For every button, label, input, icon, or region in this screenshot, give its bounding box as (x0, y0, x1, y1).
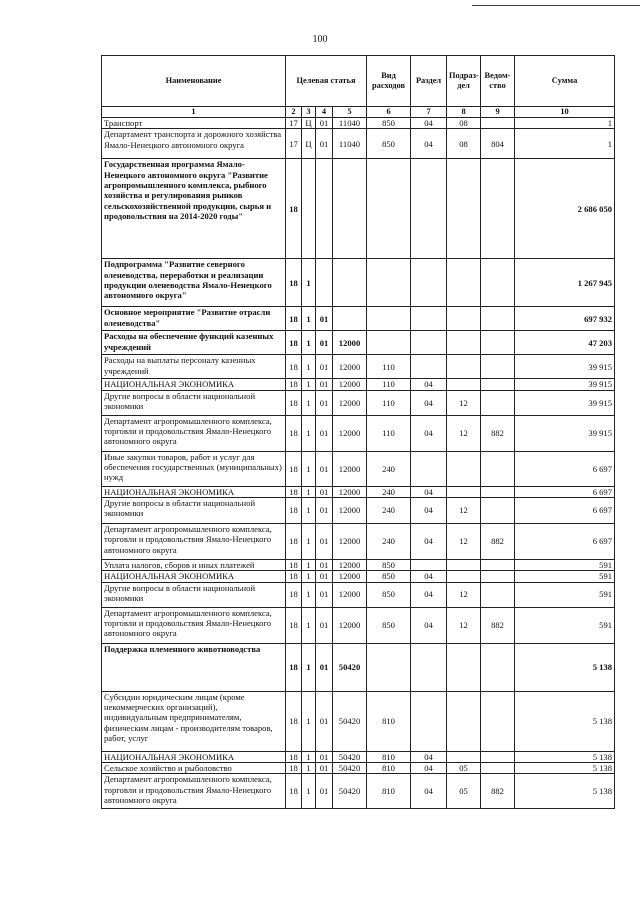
table-row (102, 355, 615, 379)
target-code-4: 12000 (333, 607, 367, 643)
header-row (102, 56, 615, 107)
department-cell (481, 571, 515, 582)
target-code-4 (333, 159, 367, 259)
department-cell: 882 (481, 415, 515, 451)
target-code-1: 18 (286, 560, 302, 571)
row-name: Расходы на обеспечение функций казенных учреждений (102, 331, 286, 355)
target-code-2: 1 (302, 560, 316, 571)
target-code-3: 01 (316, 129, 333, 159)
section-cell (411, 331, 447, 355)
department-cell (481, 307, 515, 331)
expense-type-cell: 110 (367, 415, 411, 451)
row-name: Департамент агропромышленного комплекса, торговли и продовольствия Ямало-Ненецкого автономного округа (102, 524, 286, 560)
target-code-2: 1 (302, 451, 316, 486)
table-row (102, 498, 615, 524)
target-code-3: 01 (316, 560, 333, 571)
target-code-2: Ц (302, 118, 316, 129)
target-code-1: 18 (286, 643, 302, 691)
section-cell: 04 (411, 498, 447, 524)
subsection-cell (447, 159, 481, 259)
table-row (102, 307, 615, 331)
expense-type-cell: 810 (367, 774, 411, 809)
row-name: Поддержка племенного животноводства (102, 643, 286, 691)
table-row (102, 331, 615, 355)
target-code-2: 1 (302, 774, 316, 809)
target-code-2 (302, 159, 316, 259)
sum-cell: 39 915 (515, 379, 615, 390)
target-code-3: 01 (316, 762, 333, 773)
expense-type-cell (367, 259, 411, 307)
target-code-1: 18 (286, 486, 302, 497)
sum-cell: 591 (515, 582, 615, 607)
target-code-2: 1 (302, 643, 316, 691)
section-cell: 04 (411, 379, 447, 390)
row-name: Основное мероприятие "Развитие отрасли оленеводства" (102, 307, 286, 331)
table-row (102, 774, 615, 809)
top-rule (472, 5, 640, 6)
table-row (102, 259, 615, 307)
target-code-4: 11040 (333, 129, 367, 159)
target-code-2: Ц (302, 129, 316, 159)
target-code-4 (333, 307, 367, 331)
target-code-1: 18 (286, 524, 302, 560)
section-cell: 04 (411, 571, 447, 582)
sum-cell: 1 (515, 118, 615, 129)
table-row (102, 571, 615, 582)
department-cell (481, 390, 515, 415)
column-number: 10 (515, 107, 615, 118)
target-code-1: 18 (286, 355, 302, 379)
target-code-1: 18 (286, 762, 302, 773)
sum-cell: 697 932 (515, 307, 615, 331)
table-row (102, 582, 615, 607)
table-row (102, 691, 615, 751)
sum-cell: 5 138 (515, 691, 615, 751)
target-code-4: 12000 (333, 415, 367, 451)
subsection-cell: 12 (447, 524, 481, 560)
column-number: 7 (411, 107, 447, 118)
target-code-3: 01 (316, 691, 333, 751)
section-cell (411, 560, 447, 571)
target-code-4: 12000 (333, 486, 367, 497)
column-number: 3 (302, 107, 316, 118)
expense-type-cell: 110 (367, 355, 411, 379)
department-cell (481, 355, 515, 379)
subsection-cell: 05 (447, 774, 481, 809)
table-row (102, 159, 615, 259)
subsection-cell: 12 (447, 582, 481, 607)
table-row (102, 751, 615, 762)
row-name: Другие вопросы в области национальной экономики (102, 390, 286, 415)
subsection-cell (447, 571, 481, 582)
subsection-cell (447, 691, 481, 751)
row-name: Расходы на выплаты персоналу казенных учреждений (102, 355, 286, 379)
target-code-3: 01 (316, 774, 333, 809)
target-code-4: 12000 (333, 571, 367, 582)
subsection-cell (447, 751, 481, 762)
row-name: Другие вопросы в области национальной экономики (102, 498, 286, 524)
department-cell (481, 451, 515, 486)
target-code-4: 50420 (333, 762, 367, 773)
target-code-4: 12000 (333, 524, 367, 560)
department-cell: 882 (481, 607, 515, 643)
subsection-cell: 12 (447, 607, 481, 643)
section-cell (411, 259, 447, 307)
section-cell: 04 (411, 129, 447, 159)
expense-type-cell: 850 (367, 571, 411, 582)
department-cell (481, 762, 515, 773)
department-cell (481, 118, 515, 129)
target-code-3: 01 (316, 582, 333, 607)
sum-cell: 5 138 (515, 774, 615, 809)
sum-cell: 39 915 (515, 415, 615, 451)
target-code-3: 01 (316, 524, 333, 560)
target-code-2: 1 (302, 691, 316, 751)
column-number: 4 (316, 107, 333, 118)
section-cell (411, 307, 447, 331)
subsection-cell (447, 560, 481, 571)
target-code-3: 01 (316, 498, 333, 524)
sum-cell: 47 203 (515, 331, 615, 355)
target-code-3 (316, 259, 333, 307)
target-code-3: 01 (316, 451, 333, 486)
department-cell: 882 (481, 774, 515, 809)
target-code-1: 18 (286, 379, 302, 390)
department-cell (481, 643, 515, 691)
sum-cell: 6 697 (515, 486, 615, 497)
target-code-3: 01 (316, 307, 333, 331)
header-expense-type: Вид расходов (367, 56, 411, 107)
section-cell (411, 451, 447, 486)
sum-cell: 6 697 (515, 451, 615, 486)
target-code-4: 50420 (333, 643, 367, 691)
target-code-1: 18 (286, 751, 302, 762)
department-cell: 804 (481, 129, 515, 159)
section-cell: 04 (411, 390, 447, 415)
target-code-4: 50420 (333, 751, 367, 762)
target-code-2: 1 (302, 415, 316, 451)
target-code-2: 1 (302, 390, 316, 415)
target-code-4: 12000 (333, 560, 367, 571)
target-code-2: 1 (302, 259, 316, 307)
subsection-cell (447, 307, 481, 331)
section-cell: 04 (411, 607, 447, 643)
target-code-1: 18 (286, 582, 302, 607)
table-row (102, 486, 615, 497)
column-number: 8 (447, 107, 481, 118)
department-cell (481, 486, 515, 497)
sum-cell: 6 697 (515, 524, 615, 560)
row-name: Департамент агропромышленного комплекса, торговли и продовольствия Ямало-Ненецкого автономного округа (102, 415, 286, 451)
department-cell (481, 379, 515, 390)
department-cell (481, 331, 515, 355)
department-cell (481, 691, 515, 751)
expense-type-cell: 850 (367, 129, 411, 159)
section-cell: 04 (411, 118, 447, 129)
target-code-3: 01 (316, 607, 333, 643)
department-cell (481, 751, 515, 762)
expense-type-cell: 240 (367, 524, 411, 560)
expense-type-cell: 850 (367, 118, 411, 129)
subsection-cell: 08 (447, 118, 481, 129)
sum-cell: 5 138 (515, 751, 615, 762)
target-code-3: 01 (316, 643, 333, 691)
row-name: Департамент транспорта и дорожного хозяйства Ямало-Ненецкого автономного округа (102, 129, 286, 159)
row-name: НАЦИОНАЛЬНАЯ ЭКОНОМИКА (102, 751, 286, 762)
sum-cell: 39 915 (515, 390, 615, 415)
target-code-4: 12000 (333, 498, 367, 524)
table-row (102, 762, 615, 773)
table-body (102, 118, 615, 809)
section-cell (411, 643, 447, 691)
expense-type-cell: 240 (367, 498, 411, 524)
sum-cell: 1 (515, 129, 615, 159)
row-name: Иные закупки товаров, работ и услуг для обеспечения государственных (муниципальных) нужд (102, 451, 286, 486)
row-name: Государственная программа Ямало-Ненецкого автономного округа "Развитие агропромышленного комплекса, рыбного хозяйства и регулирования рынков сельскохозяйственной продукции, сырья и продовольствия на 2014-2020 годы" (102, 159, 286, 259)
sum-cell: 39 915 (515, 355, 615, 379)
target-code-4: 50420 (333, 774, 367, 809)
table-row (102, 379, 615, 390)
target-code-1: 18 (286, 451, 302, 486)
expense-type-cell: 110 (367, 390, 411, 415)
target-code-3 (316, 159, 333, 259)
section-cell (411, 159, 447, 259)
subsection-cell: 05 (447, 762, 481, 773)
table-row (102, 129, 615, 159)
row-name: НАЦИОНАЛЬНАЯ ЭКОНОМИКА (102, 379, 286, 390)
subsection-cell (447, 355, 481, 379)
table-row (102, 390, 615, 415)
row-name: Транспорт (102, 118, 286, 129)
target-code-1: 18 (286, 390, 302, 415)
target-code-2: 1 (302, 524, 316, 560)
sum-cell: 6 697 (515, 498, 615, 524)
target-code-1: 18 (286, 498, 302, 524)
target-code-4: 12000 (333, 451, 367, 486)
expense-type-cell: 810 (367, 691, 411, 751)
target-code-2: 1 (302, 762, 316, 773)
target-code-2: 1 (302, 379, 316, 390)
row-name: НАЦИОНАЛЬНАЯ ЭКОНОМИКА (102, 486, 286, 497)
target-code-2: 1 (302, 582, 316, 607)
row-name: Департамент агропромышленного комплекса, торговли и продовольствия Ямало-Ненецкого автономного округа (102, 607, 286, 643)
subsection-cell (447, 451, 481, 486)
target-code-1: 17 (286, 129, 302, 159)
column-number: 9 (481, 107, 515, 118)
target-code-2: 1 (302, 307, 316, 331)
budget-table (101, 55, 615, 809)
expense-type-cell (367, 331, 411, 355)
expense-type-cell: 850 (367, 582, 411, 607)
target-code-1: 18 (286, 774, 302, 809)
subsection-cell: 08 (447, 129, 481, 159)
column-number: 1 (102, 107, 286, 118)
target-code-4: 11040 (333, 118, 367, 129)
expense-type-cell: 850 (367, 560, 411, 571)
target-code-2: 1 (302, 486, 316, 497)
target-code-3: 01 (316, 751, 333, 762)
target-code-3: 01 (316, 118, 333, 129)
page-number: 100 (312, 34, 328, 45)
section-cell (411, 691, 447, 751)
subsection-cell (447, 379, 481, 390)
target-code-3: 01 (316, 331, 333, 355)
department-cell: 882 (481, 524, 515, 560)
section-cell: 04 (411, 415, 447, 451)
target-code-4: 12000 (333, 582, 367, 607)
sum-cell: 5 138 (515, 643, 615, 691)
row-name: Субсидии юридическим лицам (кроме некоммерческих организаций), индивидуальным предпринимателям, физическим лицам - производителям товаров, работ, услуг (102, 691, 286, 751)
expense-type-cell: 850 (367, 607, 411, 643)
table-row (102, 451, 615, 486)
row-name: Сельское хозяйство и рыболовство (102, 762, 286, 773)
target-code-2: 1 (302, 355, 316, 379)
header-department: Ведом-ство (481, 56, 515, 107)
target-code-1: 18 (286, 259, 302, 307)
section-cell: 04 (411, 762, 447, 773)
sum-cell: 5 138 (515, 762, 615, 773)
target-code-4 (333, 259, 367, 307)
sum-cell: 2 686 050 (515, 159, 615, 259)
subsection-cell: 12 (447, 415, 481, 451)
header-sum: Сумма (515, 56, 615, 107)
subsection-cell (447, 259, 481, 307)
department-cell (481, 560, 515, 571)
department-cell (481, 498, 515, 524)
subsection-cell (447, 486, 481, 497)
expense-type-cell: 240 (367, 486, 411, 497)
target-code-1: 18 (286, 331, 302, 355)
target-code-1: 17 (286, 118, 302, 129)
section-cell: 04 (411, 524, 447, 560)
target-code-3: 01 (316, 390, 333, 415)
department-cell (481, 159, 515, 259)
header-section: Раздел (411, 56, 447, 107)
row-name: Подпрограмма "Развитие северного оленеводства, переработки и реализации продукции оленеводства Ямало-Ненецкого автономного округа" (102, 259, 286, 307)
table-row (102, 607, 615, 643)
header-target-article: Целевая статья (286, 56, 367, 107)
column-number: 5 (333, 107, 367, 118)
target-code-1: 18 (286, 415, 302, 451)
expense-type-cell: 810 (367, 751, 411, 762)
column-number-row (102, 107, 615, 118)
row-name: Другие вопросы в области национальной экономики (102, 582, 286, 607)
subsection-cell (447, 331, 481, 355)
subsection-cell (447, 643, 481, 691)
header-subsection: Подраз-дел (447, 56, 481, 107)
expense-type-cell (367, 159, 411, 259)
expense-type-cell (367, 643, 411, 691)
target-code-2: 1 (302, 571, 316, 582)
sum-cell: 591 (515, 560, 615, 571)
sum-cell: 1 267 945 (515, 259, 615, 307)
section-cell: 04 (411, 751, 447, 762)
sum-cell: 591 (515, 571, 615, 582)
target-code-4: 12000 (333, 390, 367, 415)
subsection-cell: 12 (447, 390, 481, 415)
target-code-2: 1 (302, 751, 316, 762)
target-code-1: 18 (286, 571, 302, 582)
target-code-4: 12000 (333, 355, 367, 379)
expense-type-cell: 240 (367, 451, 411, 486)
target-code-4: 12000 (333, 331, 367, 355)
expense-type-cell: 810 (367, 762, 411, 773)
target-code-3: 01 (316, 355, 333, 379)
expense-type-cell: 110 (367, 379, 411, 390)
subsection-cell: 12 (447, 498, 481, 524)
table-row (102, 643, 615, 691)
target-code-1: 18 (286, 307, 302, 331)
column-number: 2 (286, 107, 302, 118)
row-name: Департамент агропромышленного комплекса, торговли и продовольствия Ямало-Ненецкого автономного округа (102, 774, 286, 809)
target-code-1: 18 (286, 691, 302, 751)
target-code-3: 01 (316, 415, 333, 451)
department-cell (481, 582, 515, 607)
sum-cell: 591 (515, 607, 615, 643)
table-row (102, 415, 615, 451)
target-code-3: 01 (316, 486, 333, 497)
target-code-4: 12000 (333, 379, 367, 390)
target-code-2: 1 (302, 498, 316, 524)
row-name: Уплата налогов, сборов и иных платежей (102, 560, 286, 571)
target-code-1: 18 (286, 159, 302, 259)
department-cell (481, 259, 515, 307)
target-code-2: 1 (302, 607, 316, 643)
section-cell: 04 (411, 582, 447, 607)
target-code-4: 50420 (333, 691, 367, 751)
table-row (102, 118, 615, 129)
section-cell (411, 355, 447, 379)
target-code-3: 01 (316, 571, 333, 582)
target-code-3: 01 (316, 379, 333, 390)
expense-type-cell (367, 307, 411, 331)
section-cell: 04 (411, 774, 447, 809)
row-name: НАЦИОНАЛЬНАЯ ЭКОНОМИКА (102, 571, 286, 582)
header-name: Наименование (102, 56, 286, 107)
target-code-1: 18 (286, 607, 302, 643)
section-cell: 04 (411, 486, 447, 497)
column-number: 6 (367, 107, 411, 118)
table-row (102, 560, 615, 571)
table-row (102, 524, 615, 560)
target-code-2: 1 (302, 331, 316, 355)
